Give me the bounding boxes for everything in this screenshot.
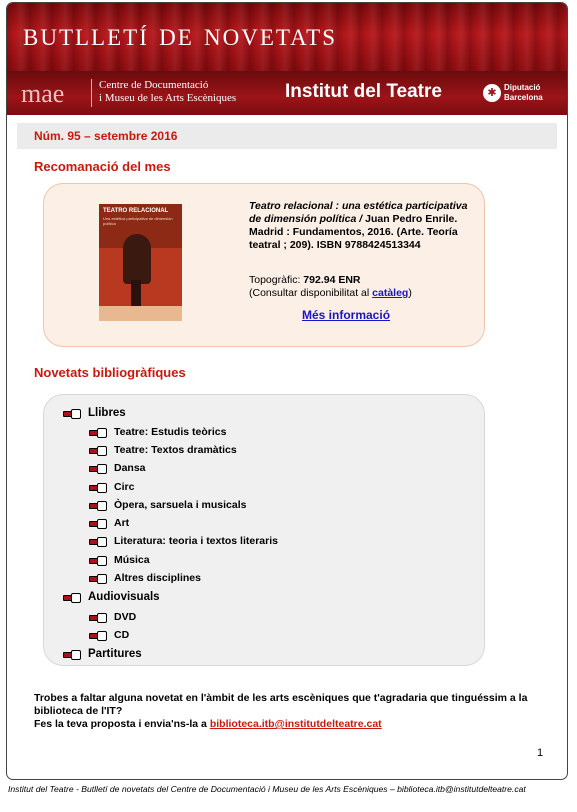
centre-name-line2: i Museu de les Arts Escèniques — [99, 92, 237, 104]
logo-divider — [91, 79, 92, 107]
subcategory-link[interactable] — [89, 462, 146, 474]
suggestion-text — [34, 692, 534, 731]
cover-subtitle: Una estética participativa de dimensión política — [103, 216, 173, 226]
category-label: Circ — [114, 481, 135, 494]
subcategory-link[interactable] — [89, 554, 150, 566]
more-info-link[interactable]: Més informació — [302, 308, 391, 322]
subcategory-link[interactable] — [89, 517, 129, 529]
pointing-hand-icon — [89, 574, 106, 583]
book-reference — [249, 200, 474, 252]
mae-logo: mae — [21, 79, 65, 108]
suggestion-question: Trobes a faltar alguna novetat en l'àmbit de les arts escèniques que t'agradaria que tinguéssim a la biblioteca de l'IT? — [34, 692, 528, 717]
novelties-heading: Novetats bibliogràfiques — [34, 365, 186, 380]
centre-name — [99, 79, 236, 105]
category-label: Art — [114, 517, 130, 530]
category-label: Llibres — [88, 407, 126, 419]
category-label: DVD — [114, 611, 137, 624]
subcategory-link[interactable] — [89, 426, 226, 438]
topographic-value: 792.94 ENR — [303, 274, 361, 286]
page-number: 1 — [537, 747, 544, 759]
category-label: Altres disciplines — [114, 572, 201, 585]
pointing-hand-icon — [89, 613, 106, 622]
subcategory-link[interactable] — [89, 535, 278, 547]
catalog-link[interactable]: catàleg — [372, 287, 409, 299]
diputacio-line2: Barcelona — [504, 93, 543, 102]
recommendation-heading: Recomanació del mes — [34, 159, 171, 174]
pointing-hand-icon — [89, 556, 106, 565]
category-label: Partitures — [88, 648, 142, 660]
availability-suffix: ) — [408, 287, 412, 299]
suggestion-request — [34, 718, 534, 731]
recommendation-box — [43, 183, 485, 347]
book-location — [249, 274, 412, 300]
topographic-label: Topogràfic: — [249, 274, 301, 286]
logo-bar — [7, 71, 567, 115]
pointing-hand-icon — [89, 483, 106, 492]
cover-hand-figure — [123, 234, 151, 284]
category-link[interactable] — [63, 648, 142, 660]
newsletter-page — [6, 2, 568, 780]
book-details: Juan Pedro Enrile. Madrid : Fundamentos, 2016. (Arte. Teoría teatral ; 209). ISBN 9788424513344 — [249, 213, 458, 251]
category-label: Teatre: Textos dramàtics — [114, 444, 237, 457]
subcategory-link[interactable] — [89, 629, 129, 641]
newsletter-title: butlletí de novetats — [23, 17, 338, 53]
pointing-hand-icon — [89, 537, 106, 546]
subcategory-link[interactable] — [89, 444, 237, 456]
category-label: Audiovisuals — [88, 591, 160, 603]
diputacio-icon: ✱ — [483, 84, 501, 102]
category-label: Òpera, sarsuela i musicals — [114, 499, 247, 512]
library-email-link[interactable]: biblioteca.itb@institutdelteatre.cat — [209, 718, 382, 730]
pointing-hand-icon — [63, 409, 80, 418]
pointing-hand-icon — [89, 428, 106, 437]
suggestion-prefix: Fes la teva proposta i envia'ns-la a — [34, 718, 207, 730]
diputacio-logo — [504, 83, 543, 103]
diputacio-line1: Diputació — [504, 83, 541, 92]
pointing-hand-icon — [89, 519, 106, 528]
book-title: Teatro relacional : una estética participativa de dimensión política / — [249, 200, 468, 225]
subcategory-link[interactable] — [89, 481, 134, 493]
category-label: Dansa — [114, 462, 146, 475]
subcategory-link[interactable] — [89, 611, 136, 623]
issue-bar — [17, 123, 557, 149]
institut-logo: Institut del Teatre — [285, 81, 442, 102]
subcategory-link[interactable] — [89, 499, 247, 511]
pointing-hand-icon — [89, 464, 106, 473]
pointing-hand-icon — [89, 501, 106, 510]
availability-prefix: (Consultar disponibilitat al — [249, 287, 370, 299]
cover-bottom — [99, 306, 182, 321]
category-link[interactable] — [63, 591, 160, 603]
pointing-hand-icon — [63, 593, 80, 602]
page-footer: Institut del Teatre - Butlletí de novetats del Centre de Documentació i Museu de les Arts Escèniques – biblioteca.itb@institutdelteatre.cat — [8, 784, 526, 794]
centre-name-line1: Centre de Documentació — [99, 79, 209, 91]
book-cover[interactable] — [99, 204, 182, 321]
category-label: Literatura: teoria i textos literaris — [114, 535, 278, 548]
category-label: CD — [114, 629, 130, 642]
pointing-hand-icon — [89, 446, 106, 455]
cover-title: TEATRO RELACIONAL — [103, 208, 169, 214]
subcategory-link[interactable] — [89, 572, 201, 584]
category-link[interactable] — [63, 407, 126, 419]
category-label: Teatre: Estudis teòrics — [114, 426, 227, 439]
pointing-hand-icon — [89, 631, 106, 640]
header-banner — [7, 3, 567, 71]
category-label: Música — [114, 554, 150, 567]
pointing-hand-icon — [63, 650, 80, 659]
issue-number: Núm. 95 – setembre 2016 — [34, 129, 178, 143]
